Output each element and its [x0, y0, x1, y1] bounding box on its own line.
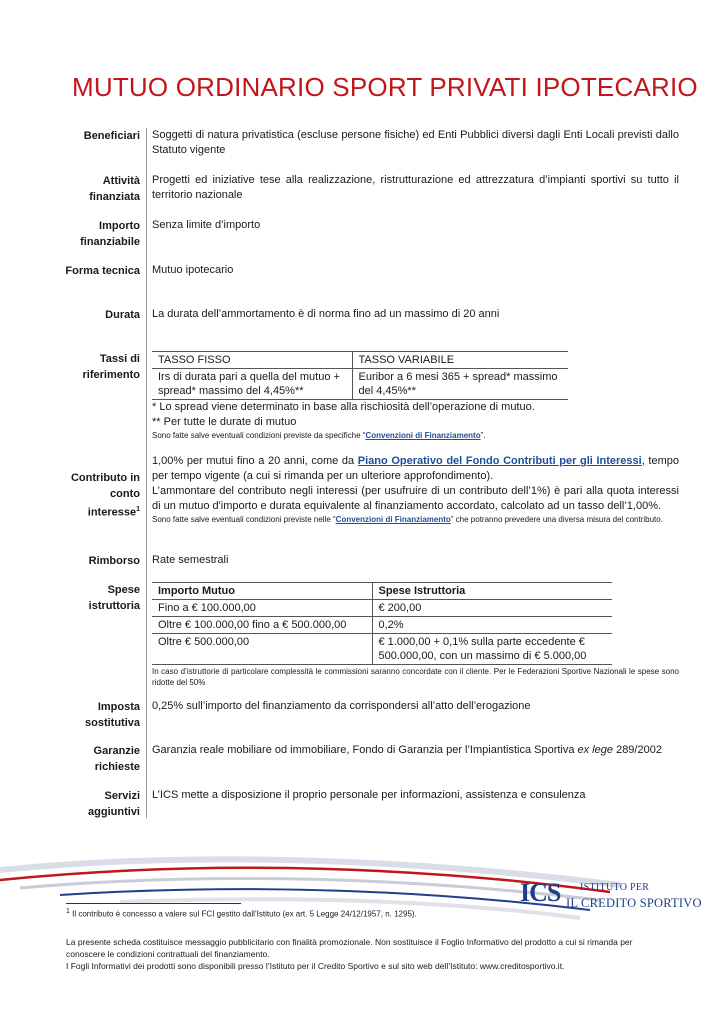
fees-cell: Fino a € 100.000,00: [152, 600, 372, 617]
section-attivita: [60, 173, 680, 205]
garanzie-pre: Garanzia reale mobiliare od immobiliare, Fondo di Garanzia per l’Impiantistica Sportiva: [152, 744, 578, 756]
garanzie-em: ex lege: [577, 744, 614, 756]
label-imposta: Imposta sostitutiva: [84, 701, 140, 729]
logo-abbr: ICS: [520, 878, 561, 907]
rates-note-1: * Lo spread viene determinato in base alla rischiosità dell’operazione di mutuo.: [152, 401, 535, 413]
footnote-ref: 1: [136, 506, 140, 513]
contributo-p1-post: , tempo per tempo vigente (a cui si rimanda per un ulteriore approfondimento).: [152, 455, 679, 482]
footnote-num: 1: [66, 908, 70, 915]
label-contributo-text: Contributo in conto interesse: [70, 472, 140, 519]
fees-header-amount: Importo Mutuo: [152, 583, 372, 600]
label-rimborso: Rimborso: [88, 555, 140, 567]
rates-small-post: ”.: [480, 431, 486, 440]
disclaimer: [66, 936, 666, 972]
section-beneficiari: [60, 128, 680, 158]
footnote-text: Il contributo è concesso a valere sul FCI gestito dall’Istituto (ex art. 5 Legge 24/12/1957, n. 1295).: [69, 909, 417, 919]
label-durata: Durata: [105, 309, 140, 321]
footnote: [66, 908, 417, 919]
label-tassi: Tassi di riferimento: [82, 353, 140, 381]
section-rimborso: [60, 553, 680, 569]
section-forma: [60, 263, 680, 279]
text-imposta: 0,25% sull’importo del finanziamento da corrispondersi all’atto dell’erogazione: [152, 700, 531, 712]
table-row: [152, 634, 612, 665]
text-rimborso: Rate semestrali: [152, 554, 229, 566]
rates-value-variable: Euribor a 6 mesi 365 + spread* massimo del 4,45%**: [352, 369, 568, 400]
text-beneficiari: Soggetti di natura privatistica (escluse persone fisiche) ed Enti Pubblici diversi dagli Enti Locali previsti dallo Statuto vigente: [152, 129, 679, 156]
section-importo: [60, 218, 680, 250]
rates-small-note: [152, 430, 679, 441]
rates-note-2: ** Per tutte le durate di mutuo: [152, 416, 297, 428]
convenzioni-link-1[interactable]: Convenzioni di Finanziamento: [365, 431, 481, 440]
section-spese: [60, 582, 680, 688]
footnote-separator: [66, 903, 241, 904]
fees-header-cost: Spese Istruttoria: [372, 583, 612, 600]
label-servizi: Servizi aggiuntivi: [88, 790, 140, 818]
section-garanzie: [60, 743, 680, 775]
label-spese: Spese istruttoria: [88, 584, 140, 612]
convenzioni-link-2[interactable]: Convenzioni di Finanziamento: [335, 515, 451, 524]
section-contributo: [60, 454, 680, 525]
contributo-small-pre: Sono fatte salve eventuali condizioni previste nelle “: [152, 515, 336, 524]
text-importo: Senza limite d’importo: [152, 219, 261, 231]
contributo-small-post: ” che potranno prevedere una diversa misura del contributo.: [450, 515, 663, 524]
logo-line-1: ISTITUTO PER: [580, 882, 650, 893]
text-attivita: Progetti ed iniziative tese alla realizzazione, ristrutturazione ed attrezzatura d’impianti sportivi su tutto il territorio nazionale: [152, 174, 679, 201]
rates-value-fixed: Irs di durata pari a quella del mutuo + spread* massimo del 4,45%**: [152, 369, 352, 400]
section-tassi: [60, 351, 680, 441]
ics-logo: [520, 878, 702, 910]
label-beneficiari: Beneficiari: [83, 130, 140, 142]
label-contributo: [60, 454, 146, 525]
fees-cell: € 1.000,00 + 0,1% sulla parte eccedente € 500.000,00, con un massimo di € 5.000,00: [372, 634, 612, 665]
section-imposta: [60, 699, 680, 731]
contributo-p1-pre: 1,00% per mutui fino a 20 anni, come da: [152, 455, 358, 467]
contributo-p1: [152, 454, 679, 484]
section-servizi: [60, 788, 680, 820]
disclaimer-line-1: La presente scheda costituisce messaggio pubblicitario con finalità promozionale. Non sostituisce il Foglio Informativo del prodotto a cui si rimanda per conoscere le condizioni contrattuali del finanziamento.: [66, 937, 633, 959]
rates-small-pre: Sono fatte salve eventuali condizioni previste da specifiche “: [152, 431, 366, 440]
label-attivita: Attività finanziata: [89, 175, 140, 203]
garanzie-post: 289/2002: [613, 744, 662, 756]
label-importo: Importo finanziabile: [80, 220, 140, 248]
text-garanzie: [146, 743, 679, 775]
rates-table: [152, 351, 568, 400]
logo-line-2: IL CREDITO SPORTIVO: [566, 896, 702, 910]
disclaimer-line-2: I Fogli Informativi dei prodotti sono disponibili presso l’Istituto per il Credito Sportivo e sul sito web dell’Istituto: www.creditosportivo.it.: [66, 961, 565, 971]
text-forma: Mutuo ipotecario: [152, 264, 234, 276]
fees-cell: Oltre € 100.000,00 fino a € 500.000,00: [152, 617, 372, 634]
text-durata: La durata dell’ammortamento è di norma fino ad un massimo di 20 anni: [152, 308, 500, 320]
table-row: [152, 617, 612, 634]
contributo-p2: L’ammontare del contributo negli interessi (per usufruire di un contributo dell’1%) è pari alla quota interessi di un mutuo d'importo e durata equivalente al finanziamento accordato, calcolato ad un tasso dell’1,00%.: [152, 485, 679, 512]
contributo-small-note: [152, 514, 679, 525]
fees-cell: € 200,00: [372, 600, 612, 617]
text-servizi: L’ICS mette a disposizione il proprio personale per informazioni, assistenza e consulenza: [152, 789, 586, 801]
label-forma: Forma tecnica: [65, 265, 140, 277]
label-garanzie: Garanzie richieste: [93, 745, 140, 773]
rates-header-variable: TASSO VARIABILE: [352, 352, 568, 369]
table-row: [152, 600, 612, 617]
fees-table: [152, 582, 612, 665]
section-durata: [60, 307, 680, 323]
fees-note: In caso d’istruttorie di particolare complessità le commissioni saranno concordate con il cliente. Per le Federazioni Sportive Nazionali le spese sono ridotte del 50%: [152, 667, 679, 687]
rates-header-fixed: TASSO FISSO: [152, 352, 352, 369]
fees-cell: Oltre € 500.000,00: [152, 634, 372, 665]
piano-operativo-link[interactable]: Piano Operativo del Fondo Contributi per gli Interessi: [357, 455, 642, 467]
fees-cell: 0,2%: [372, 617, 612, 634]
page-title: MUTUO ORDINARIO SPORT PRIVATI IPOTECARIO: [72, 72, 698, 102]
